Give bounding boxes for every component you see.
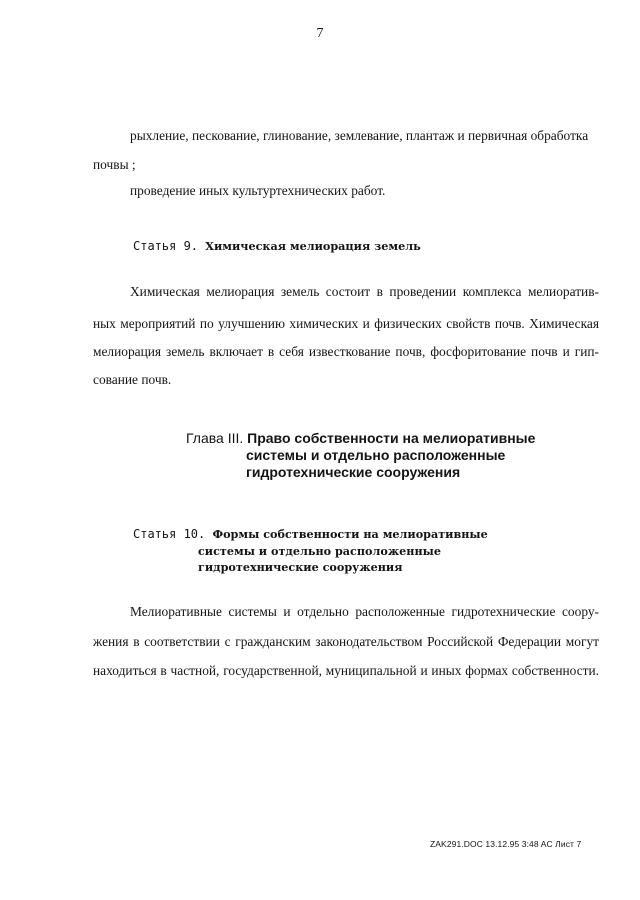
list-item-other-works: проведение иных культуртехнических работ. (130, 183, 386, 198)
article-10-line-1: Мелиоративные системы и отдельно расположенные гидротехнические соору- (130, 604, 599, 619)
article-9-label: Статья 9. (133, 239, 199, 253)
article-9-line-4: сование почв. (93, 372, 172, 387)
article-9-title: Химическая мелиорация земель (205, 239, 421, 253)
chapter-3-title-line-1: Право собственности на мелиоративные (247, 430, 536, 446)
article-10-line-2: жения в соответствии с гражданским законодательством Российской Федерации могут (93, 634, 599, 649)
article-10-heading (133, 526, 488, 542)
list-item-loosening-continuation: почвы ; (93, 157, 136, 172)
article-9-line-1: Химическая мелиорация земель состоит в проведении комплекса мелиоратив- (130, 284, 599, 299)
article-10-title-line-2: системы и отдельно расположенные (198, 544, 441, 558)
article-9-line-2: ных мероприятий по улучшению химических и физических свойств почв. Химическая (93, 316, 599, 331)
document-footer: ZAK291.DOC 13.12.95 3:48 AC Лист 7 (430, 839, 582, 849)
article-10-label: Статья 10. (133, 527, 206, 541)
article-10-title-line-1: Формы собственности на мелиоративные (212, 527, 488, 541)
chapter-3-title-line-2: системы и отдельно расположенные (246, 447, 506, 463)
article-9-heading (133, 238, 421, 254)
page-number: 7 (316, 26, 324, 41)
article-9-line-3: мелиорация земель включает в себя известкование почв, фосфоритование почв и гип- (93, 344, 599, 359)
list-item-loosening: рыхление, пескование, глинование, землевание, плантаж и первичная обработка (130, 128, 589, 143)
chapter-3-heading (186, 430, 535, 447)
chapter-3-title-line-3: гидротехнические сооружения (246, 464, 461, 480)
chapter-3-label: Глава III. (186, 430, 244, 446)
article-10-title-line-3: гидротехнические сооружения (198, 560, 403, 574)
article-10-line-3: находиться в частной, государственной, муниципальной и иных формах собственности. (93, 663, 599, 678)
